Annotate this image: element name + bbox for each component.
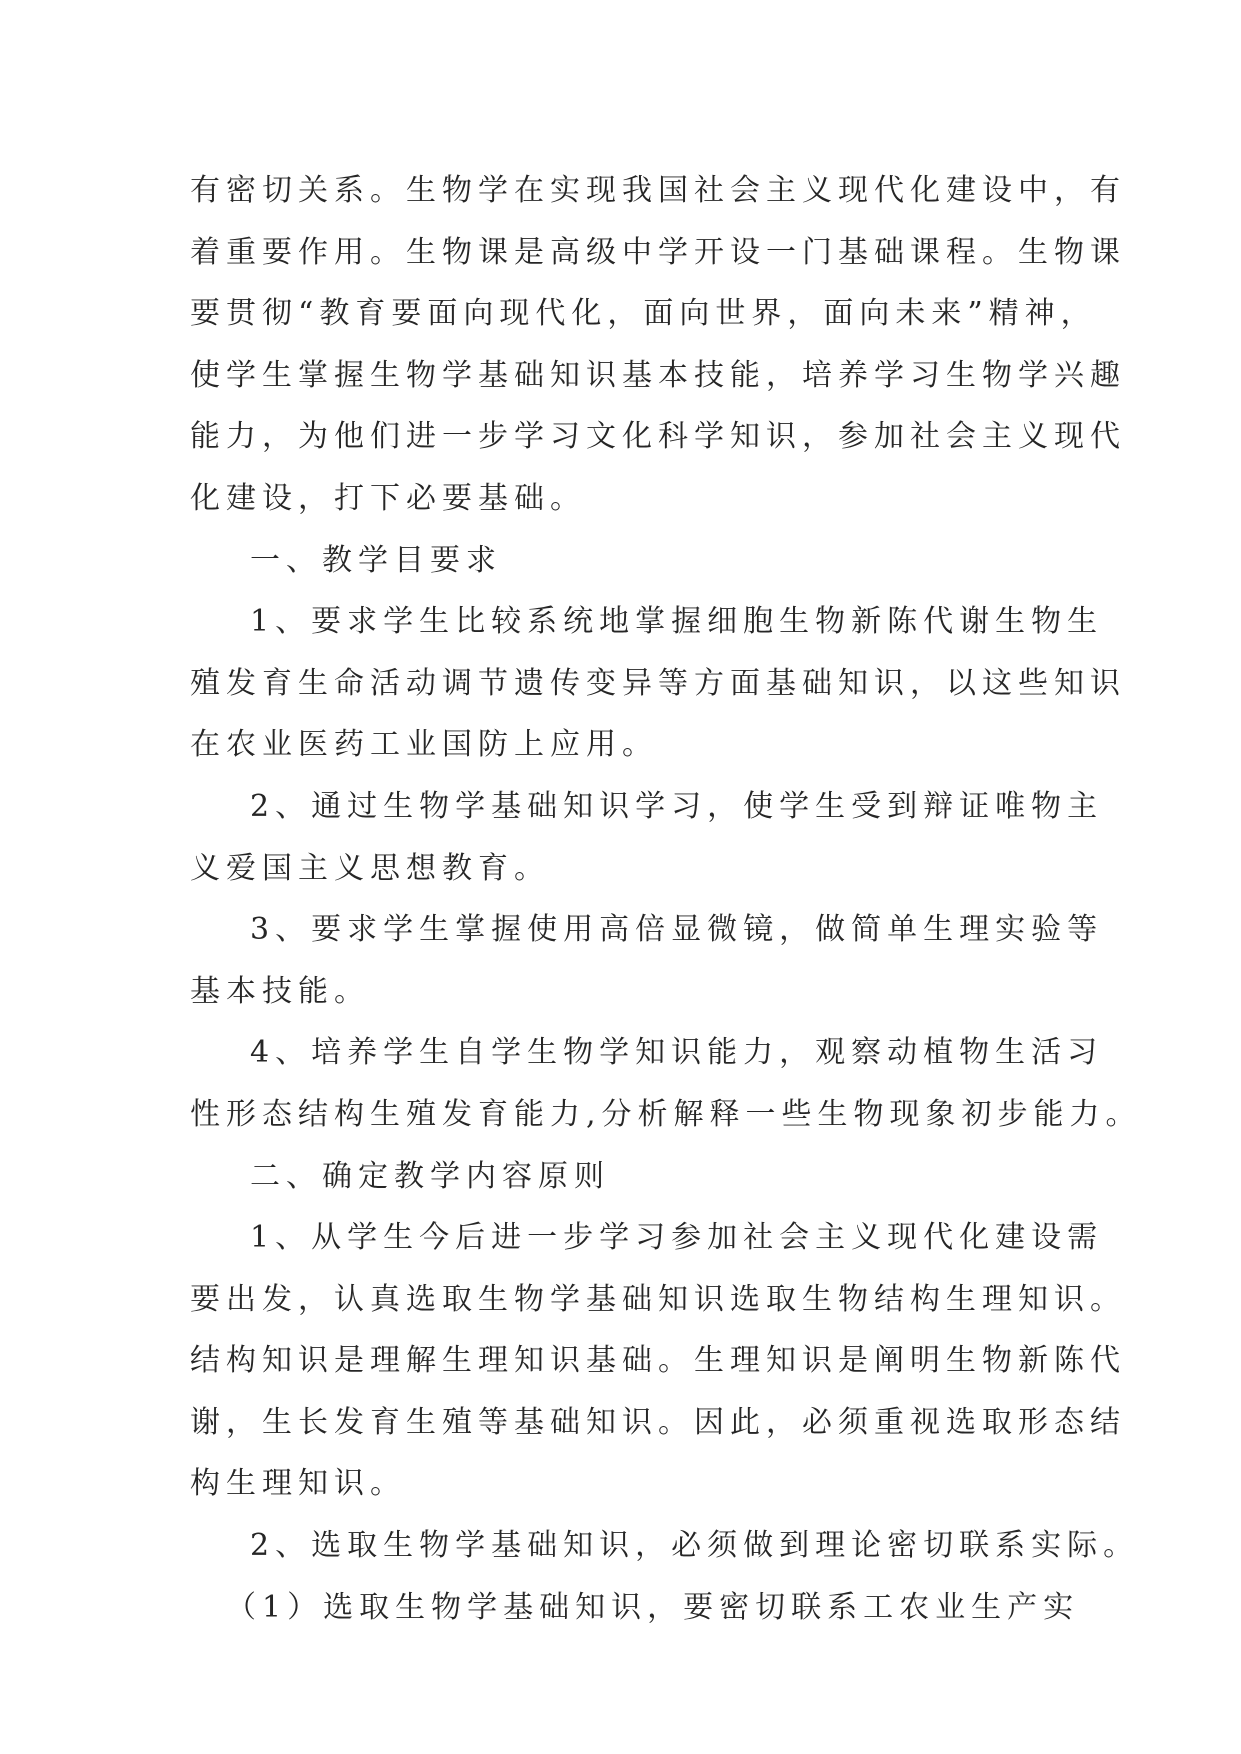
text-line: 化建设，打下必要基础。 (190, 480, 586, 516)
text-line: 1、从学生今后进一步学习参加社会主义现代化建设需 (250, 1220, 1104, 1256)
text-line: 4、培养学生自学生物学知识能力，观察动植物生活习 (250, 1035, 1104, 1071)
text-line: 构生理知识。 (190, 1466, 406, 1502)
section-heading: 二、确定教学内容原则 (250, 1158, 610, 1194)
text-line: （1）选取生物学基础知识，要密切联系工农业生产实 (226, 1589, 1080, 1625)
text-line: 性形态结构生殖发育能力,分析解释一些生物现象初步能力。 (190, 1096, 1142, 1132)
text-line: 1、要求学生比较系统地掌握细胞生物新陈代谢生物生 (250, 604, 1104, 640)
text-line: 使学生掌握生物学基础知识基本技能，培养学习生物学兴趣 (190, 357, 1126, 393)
text-line: 能力，为他们进一步学习文化科学知识，参加社会主义现代 (190, 419, 1126, 455)
text-line: 义爱国主义思想教育。 (190, 850, 550, 886)
document-body (190, 160, 1142, 1638)
text-line: 3、要求学生掌握使用高倍显微镜，做简单生理实验等 (250, 912, 1104, 948)
text-line: 要贯彻“教育要面向现代化，面向世界，面向未来”精神， (190, 296, 1097, 332)
text-line: 结构知识是理解生理知识基础。生理知识是阐明生物新陈代 (190, 1343, 1126, 1379)
section-heading: 一、教学目要求 (250, 542, 502, 578)
text-line: 谢，生长发育生殖等基础知识。因此，必须重视选取形态结 (190, 1404, 1126, 1440)
text-line: 在农业医药工业国防上应用。 (190, 727, 658, 763)
text-line: 着重要作用。生物课是高级中学开设一门基础课程。生物课 (190, 234, 1126, 270)
text-line: 有密切关系。生物学在实现我国社会主义现代化建设中，有 (190, 173, 1126, 208)
text-line: 基本技能。 (190, 973, 370, 1009)
text-line: 2、通过生物学基础知识学习，使学生受到辩证唯物主 (250, 788, 1104, 824)
text-line: 要出发，认真选取生物学基础知识选取生物结构生理知识。 (190, 1281, 1126, 1317)
text-line: 2、选取生物学基础知识，必须做到理论密切联系实际。 (250, 1528, 1140, 1564)
text-line: 殖发育生命活动调节遗传变异等方面基础知识，以这些知识 (190, 665, 1126, 701)
